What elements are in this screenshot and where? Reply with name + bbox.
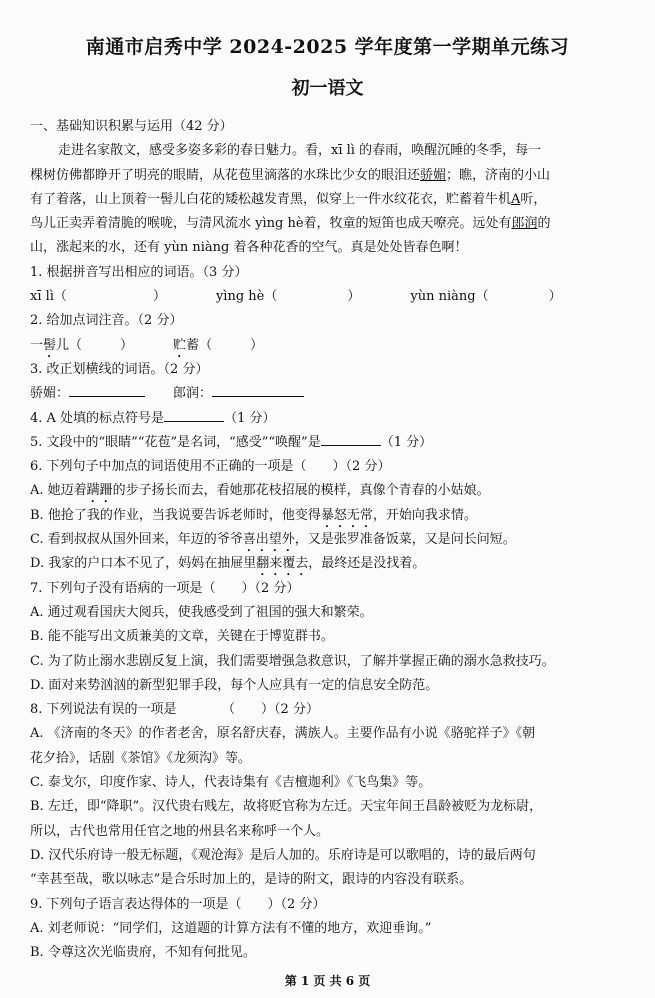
page-number: 第 1 页 共 6 页 bbox=[284, 974, 371, 988]
question-7-stem: 7. 下列句子没有语病的一项是（ ）（2 分） bbox=[30, 580, 300, 596]
q7-option-b: B. 能不能写出文质兼美的文章，关键在于博览群书。 bbox=[30, 629, 334, 645]
answer-blank[interactable] bbox=[212, 382, 304, 397]
underlined-word: 郎润 bbox=[511, 216, 538, 232]
q8-line: “幸甚至哉，歌以咏志”是合乐时加上的，是诗的附文，跟诗的内容没有联系。 bbox=[30, 872, 473, 888]
q9-option-a: A. 刘老师说：“同学们，这道题的计算方法有不懂的地方，欢迎垂询。” bbox=[30, 920, 432, 936]
section-heading: 一、基础知识积累与运用（42 分） bbox=[30, 119, 233, 134]
passage-line: 棵树仿佛都睁开了明亮的眼睛，从花苞里滴落的水珠比少女的眼泪还骄媚；瞧，济南的小山 bbox=[30, 167, 551, 183]
q8-line: 花夕拾》，话剧《茶馆》《龙须沟》等。 bbox=[30, 750, 252, 766]
q8-line: A. 《济南的冬天》的作者老舍，原名舒庆春，满族人。主要作品有小说《骆驼祥子》《朝 bbox=[30, 726, 536, 742]
dotted-char: 贮 bbox=[173, 337, 187, 353]
question-3-stem: 3. 改正划横线的词语。（2 分） bbox=[30, 361, 209, 377]
question-1-stem: 1. 根据拼音写出相应的词语。（3 分） bbox=[30, 264, 248, 280]
exam-title: 南通市启秀中学 2024-2025 学年度第一学期单元练习 bbox=[85, 36, 570, 58]
q6-option-d: D. 我家的户口本不见了，妈妈在抽屉里翻来覆去，最终还是没找着。 bbox=[30, 556, 426, 572]
answer-blank[interactable] bbox=[69, 382, 145, 397]
q8-line: D. 汉代乐府诗一般无标题，《观沧海》是后人加的。乐府诗是可以歌唱的，诗的最后两句 bbox=[30, 847, 536, 863]
passage-line: 鸟儿正卖弄着清脆的喉咙，与清风流水 yìng hè着，牧童的短笛也成天嘹亮。远处有郎润的 bbox=[30, 216, 551, 232]
underlined-word: 骄媚 bbox=[420, 167, 447, 183]
q7-option-a: A. 通过观看国庆大阅兵，使我感受到了祖国的强大和繁荣。 bbox=[30, 604, 373, 620]
question-1-items: xī lì（ ） yìng hè（ ） yùn niàng（ ） bbox=[30, 289, 562, 305]
question-5: 5. 文段中的“眼睛”“花苞”是名词，“感受”“唤醒”是 （1 分） bbox=[30, 431, 628, 455]
question-8-stem: 8. 下列说法有误的一项是 （ ）（2 分） bbox=[30, 702, 319, 718]
question-9-stem: 9. 下列句子语言表达得体的一项是（ ）（2 分） bbox=[30, 896, 326, 912]
q6-option-c: C. 看到叔叔从国外回来，年迈的爷爷喜出望外，又是张罗准备饭菜，又是问长问短。 bbox=[30, 532, 516, 548]
q6-option-b: B. 他抢了我的作业，当我说要告诉老师时，他变得暴怒无常，开始向我求情。 bbox=[30, 507, 477, 523]
answer-blank[interactable] bbox=[321, 431, 381, 446]
q7-option-d: D. 面对来势汹汹的新型犯罪手段，每个人应具有一定的信息安全防范。 bbox=[30, 677, 439, 693]
exam-subtitle: 初一语文 bbox=[291, 78, 364, 99]
blank-marker-a: A bbox=[511, 191, 521, 207]
passage-line: 山，涨起来的水，还有 yùn niàng 着各种花香的空气。真是处处皆春色啊！ bbox=[30, 240, 468, 256]
q8-line: B. 左迁，即“降职”。汉代贵右贱左，故将贬官称为左迁。天宝年间王昌龄被贬为龙标尉， bbox=[30, 799, 543, 815]
question-6-stem: 6. 下列句子中加点的词语使用不正确的一项是（ ）（2 分） bbox=[30, 459, 391, 475]
q7-option-c: C. 为了防止溺水悲剧反复上演，我们需要增强急救意识，了解并掌握正确的溺水急救技巧。 bbox=[30, 653, 555, 669]
passage-line: 走进名家散文，感受多姿多彩的春日魅力。看，xī lì 的春雨，唤醒沉睡的冬季，每一 bbox=[58, 143, 542, 159]
q6-option-a: A. 她迈着蹒跚的步子扬长而去，看她那花枝招展的模样，真像个青春的小姑娘。 bbox=[30, 483, 490, 499]
question-2-items: 一髻儿（ ） 贮蓄（ ） bbox=[30, 337, 264, 353]
q8-line: 所以，古代也常用任官之地的州县名来称呼一个人。 bbox=[30, 823, 330, 839]
dotted-char: 髻 bbox=[43, 337, 57, 353]
question-4: 4. A 处填的标点符号是 （1 分） bbox=[30, 407, 628, 431]
q8-line: C. 泰戈尔，印度作家、诗人，代表诗集有《吉檀迦利》《飞鸟集》等。 bbox=[30, 775, 432, 791]
question-3-items: 骄媚： 郎润： bbox=[30, 382, 628, 406]
exam-content bbox=[30, 115, 628, 965]
passage-line: 有了着落，山上顶着一髻儿白花的矮松越发青黑，似穿上一件水纹花衣，贮蓄着牛机A听， bbox=[30, 191, 547, 207]
question-2-stem: 2. 给加点词注音。（2 分） bbox=[30, 313, 183, 329]
answer-blank[interactable] bbox=[164, 407, 224, 422]
q9-option-b: B. 令尊这次光临贵府，不知有何批见。 bbox=[30, 945, 256, 961]
